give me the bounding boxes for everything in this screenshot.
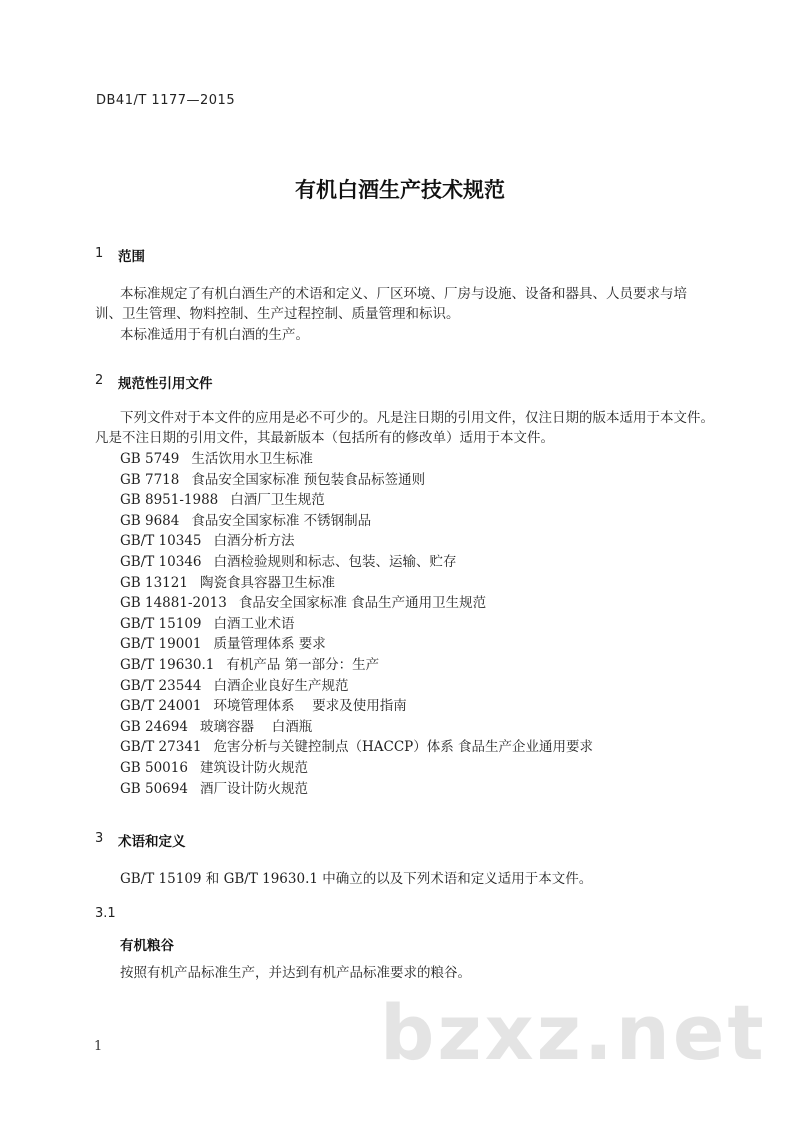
- reference-code: GB 13121: [120, 574, 188, 591]
- reference-item: [120, 634, 593, 655]
- reference-item: [120, 737, 593, 758]
- section-1-number: 1: [95, 246, 104, 261]
- reference-item: [120, 552, 593, 573]
- term-definition: 按照有机产品标准生产，并达到有机产品标准要求的粮谷。: [120, 965, 471, 981]
- reference-code: GB 50016: [120, 759, 188, 776]
- reference-item: [120, 593, 593, 614]
- references-intro-line-1: 下列文件对于本文件的应用是必不可少的。凡是注日期的引用文件，仅注日期的版本适用于本文件。: [120, 410, 714, 426]
- reference-title: 有机产品 第一部分：生产: [226, 656, 380, 673]
- page-number: 1: [94, 1039, 103, 1054]
- reference-title: 白酒分析方法: [213, 533, 295, 550]
- reference-item: [120, 531, 593, 552]
- reference-item: [120, 779, 593, 800]
- reference-title: 危害分析与关键控制点（HACCP）体系 食品生产企业通用要求: [213, 739, 594, 756]
- reference-item: [120, 655, 593, 676]
- reference-item: [120, 470, 593, 491]
- reference-item: [120, 511, 593, 532]
- reference-title: 质量管理体系 要求: [213, 636, 326, 653]
- reference-item: [120, 676, 593, 697]
- reference-code: GB/T 10346: [120, 553, 202, 570]
- reference-code: GB/T 27341: [120, 739, 202, 756]
- section-3-title: 术语和定义: [118, 834, 186, 850]
- reference-title: 生活饮用水卫生标准: [191, 451, 313, 467]
- standard-code: DB41/T 1177—2015: [96, 93, 236, 108]
- section-2-title: 规范性引用文件: [118, 376, 213, 392]
- reference-item: [120, 573, 593, 594]
- reference-title: 白酒企业良好生产规范: [213, 677, 349, 694]
- term-organic-grain: 有机粮谷: [120, 938, 174, 954]
- reference-item: [120, 758, 593, 779]
- reference-title: 食品安全国家标准 食品生产通用卫生规范: [238, 595, 487, 612]
- reference-item: [120, 614, 593, 635]
- reference-code: GB 7718: [120, 471, 180, 488]
- reference-item: [120, 696, 593, 717]
- reference-title: 食品安全国家标准 预包装食品标签通则: [191, 471, 426, 488]
- scope-paragraph-line-2: 训、卫生管理、物料控制、生产过程控制、质量管理和标识。: [95, 306, 460, 322]
- reference-title: 酒厂设计防火规范: [199, 780, 308, 797]
- reference-code: GB 50694: [120, 780, 188, 797]
- reference-title: 白酒厂卫生规范: [230, 492, 325, 509]
- reference-code: GB/T 24001: [120, 698, 202, 715]
- reference-item: [120, 717, 593, 738]
- reference-code: GB/T 23544: [120, 677, 202, 694]
- terms-intro: GB/T 15109 和 GB/T 19630.1 中确立的以及下列术语和定义适用于本文件。: [120, 871, 593, 887]
- reference-title: 建筑设计防火规范: [199, 759, 308, 776]
- reference-code: GB/T 19001: [120, 636, 202, 653]
- scope-paragraph-line-1: 本标准规定了有机白酒生产的术语和定义、厂区环境、厂房与设施、设备和器具、人员要求与培: [120, 286, 687, 302]
- document-title: 有机白酒生产技术规范: [295, 178, 505, 202]
- reference-code: GB/T 15109: [120, 615, 202, 632]
- section-2-number: 2: [95, 373, 104, 388]
- reference-title: 玻璃容器 白酒瓶: [199, 718, 313, 735]
- reference-title: 环境管理体系 要求及使用指南: [213, 698, 407, 715]
- reference-title: 食品安全国家标准 不锈钢制品: [191, 512, 372, 529]
- reference-code: GB 24694: [120, 718, 188, 735]
- reference-title: 陶瓷食具容器卫生标准: [199, 574, 335, 591]
- reference-code: GB/T 19630.1: [120, 656, 215, 673]
- reference-item: [120, 449, 593, 470]
- watermark: bzxz.net: [380, 988, 767, 1077]
- reference-title: 白酒检验规则和标志、包装、运输、贮存: [213, 553, 457, 570]
- section-1-title: 范围: [118, 249, 145, 265]
- reference-title: 白酒工业术语: [213, 615, 295, 632]
- scope-applicability: 本标准适用于有机白酒的生产。: [120, 327, 309, 343]
- reference-code: GB 9684: [120, 512, 180, 529]
- reference-code: GB/T 10345: [120, 533, 202, 550]
- reference-code: GB 8951-1988: [120, 492, 219, 509]
- clause-3-1-number: 3.1: [95, 906, 116, 921]
- reference-code: GB 14881-2013: [120, 595, 227, 612]
- reference-item: [120, 490, 593, 511]
- references-intro-line-2: 凡是不注日期的引用文件，其最新版本（包括所有的修改单）适用于本文件。: [95, 430, 554, 446]
- reference-code: GB 5749: [120, 451, 180, 467]
- section-3-number: 3: [95, 831, 104, 846]
- normative-reference-list: [120, 449, 593, 799]
